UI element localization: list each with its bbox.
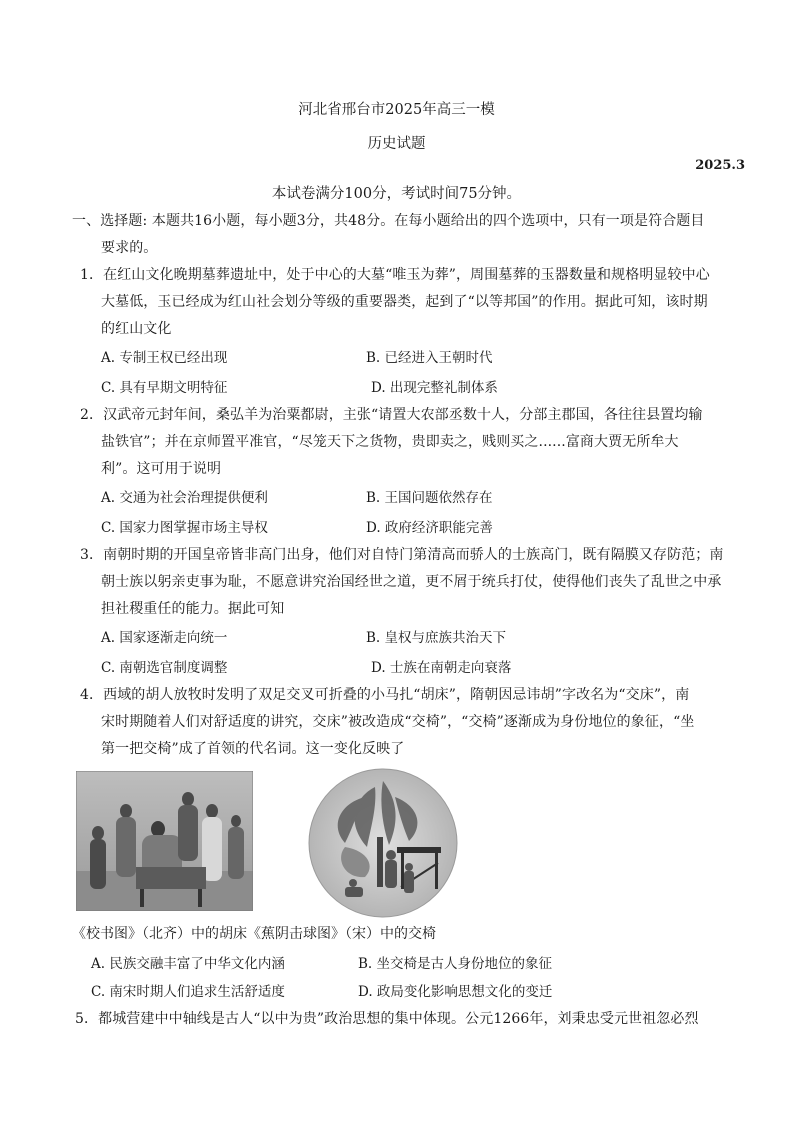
q2-option-d[interactable]: D. 政府经济职能完善 (366, 520, 493, 536)
q3-stem-line3: 担社稷重任的能力。据此可知 (101, 601, 285, 617)
q5-stem-line1: 5．都城营建中中轴线是古人“以中为贵”政治思想的集中体现。公元1266年，刘秉忠受元世祖忽必烈 (75, 1011, 699, 1027)
q1-option-a[interactable]: A. 专制王权已经出现 (101, 350, 228, 366)
q1-option-b[interactable]: B. 已经进入王朝时代 (366, 350, 493, 366)
q1-stem-line2: 大墓低，玉已经成为红山社会划分等级的重要器类，起到了“以等邦国”的作用。据此可知，该时期 (101, 294, 708, 310)
exam-title: 河北省邢台市2025年高三一模 (298, 102, 495, 118)
q2-stem-line2: 盐铁官”；并在京师置平准官，“尽笼天下之货物，贵即卖之，贱则买之......富商大贾无所牟大 (101, 434, 679, 450)
q4-image-caption: 《校书图》（北齐）中的胡床《蕉阴击球图》（宋）中的交椅 (72, 926, 436, 942)
q4-option-d[interactable]: D. 政局变化影响思想文化的变迁 (358, 984, 553, 1000)
q4-option-c[interactable]: C. 南宋时期人们追求生活舒适度 (91, 984, 285, 1000)
q2-option-a[interactable]: A. 交通为社会治理提供便利 (101, 490, 268, 506)
exam-subject: 历史试题 (367, 136, 426, 152)
section-heading-line1: 一、选择题: 本题共16小题，每小题3分，共48分。在每小题给出的四个选项中，只有一项是符合题目 (72, 213, 705, 229)
painting-jiaoyinjiqiutu (305, 767, 461, 919)
q4-stem-line1: 4．西域的胡人放牧时发明了双足交叉可折叠的小马扎“胡床”，隋朝因忌讳胡”字改名为“交床”，南 (80, 687, 690, 703)
q1-stem-line3: 的红山文化 (101, 321, 172, 337)
q3-option-c[interactable]: C. 南朝选官制度调整 (101, 660, 228, 676)
q3-option-a[interactable]: A. 国家逐渐走向统一 (101, 630, 228, 646)
q4-option-a[interactable]: A. 民族交融丰富了中华文化内涵 (91, 956, 285, 972)
q4-stem-line2: 宋时期随着人们对舒适度的讲究，交床”被改造成“交椅”，“交椅”逐渐成为身份地位的象征，“坐 (101, 714, 695, 730)
q4-option-b[interactable]: B. 坐交椅是古人身份地位的象征 (358, 956, 553, 972)
q1-option-c[interactable]: C. 具有早期文明特征 (101, 380, 228, 396)
painting-jiaoyinjiqiutu-svg (305, 767, 461, 919)
painting-jiaoshutu-svg (76, 771, 253, 911)
q1-stem-line1: 1．在红山文化晚期墓葬遗址中，处于中心的大墓“唯玉为葬”，周围墓葬的玉器数量和规格明显较中心 (80, 267, 710, 283)
q3-option-d[interactable]: D. 士族在南朝走向衰落 (371, 660, 512, 676)
section-heading-line2: 要求的。 (101, 240, 158, 256)
q3-stem-line1: 3．南朝时期的开国皇帝皆非高门出身，他们对自恃门第清高而骄人的士族高门，既有隔膜又存防范；南 (80, 547, 724, 563)
q4-stem-line3: 第一把交椅”成了首领的代名词。这一变化反映了 (101, 741, 405, 757)
painting-jiaoshutu (76, 771, 253, 911)
q1-option-d[interactable]: D. 出现完整礼制体系 (371, 380, 498, 396)
exam-date: 2025.3 (695, 158, 745, 173)
q2-option-b[interactable]: B. 王国问题依然存在 (366, 490, 493, 506)
q2-stem-line3: 利”。这可用于说明 (101, 461, 222, 477)
q2-stem-line1: 2．汉武帝元封年间，桑弘羊为治粟都尉，主张“请置大农部丞数十人，分部主郡国，各往往县置均输 (80, 407, 703, 423)
q2-option-c[interactable]: C. 国家力图掌握市场主导权 (101, 520, 268, 536)
q3-stem-line2: 朝士族以躬亲吏事为耻，不愿意讲究治国经世之道，更不屑于统兵打仗，使得他们丧失了乱世之中承 (101, 574, 722, 590)
exam-note: 本试卷满分100分，考试时间75分钟。 (271, 186, 522, 202)
q3-option-b[interactable]: B. 皇权与庶族共治天下 (366, 630, 507, 646)
